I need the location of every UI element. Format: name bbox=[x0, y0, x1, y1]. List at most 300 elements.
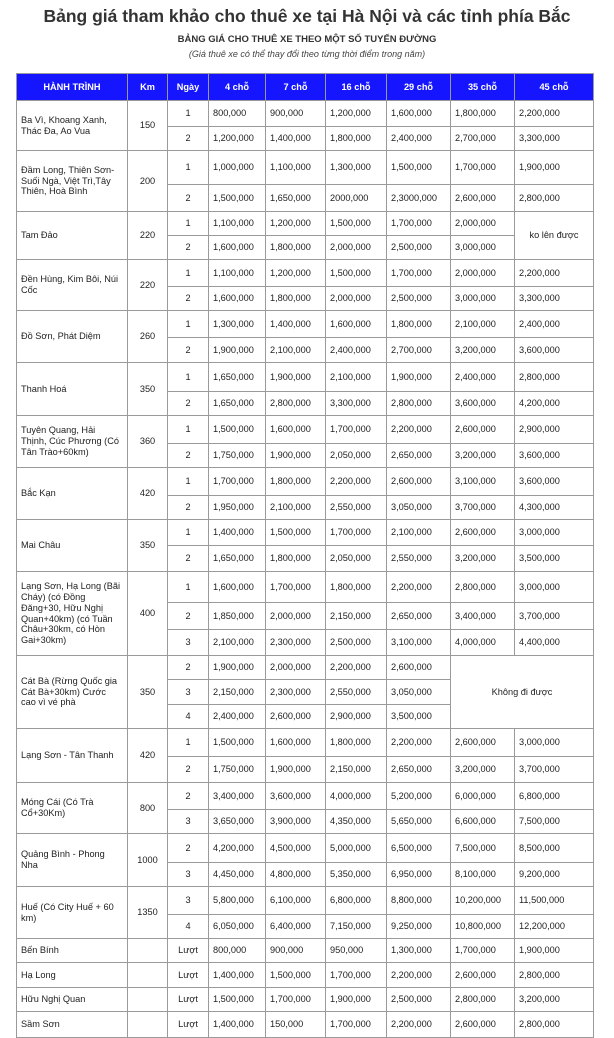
table-row bbox=[17, 311, 594, 338]
price-cell: 2,600,000 bbox=[387, 468, 451, 496]
price-cell: 2,400,000 bbox=[451, 363, 515, 392]
price-cell: 1,900,000 bbox=[387, 363, 451, 392]
day-cell: 1 bbox=[168, 260, 209, 287]
table-row bbox=[17, 1012, 594, 1038]
price-cell: 1,500,000 bbox=[266, 963, 326, 988]
price-cell: 2,600,000 bbox=[387, 656, 451, 680]
price-cell: 2,800,000 bbox=[387, 392, 451, 416]
unavailable-note: Không đi được bbox=[451, 656, 594, 729]
price-cell: 1,300,000 bbox=[326, 151, 387, 185]
price-cell: 3,000,000 bbox=[515, 520, 594, 546]
route-name: Huế (Có City Huế + 60 km) bbox=[17, 887, 128, 939]
price-cell: 2,700,000 bbox=[387, 338, 451, 363]
column-header: 7 chỗ bbox=[266, 74, 326, 101]
column-header: 4 chỗ bbox=[209, 74, 266, 101]
route-km: 420 bbox=[128, 468, 168, 520]
price-cell: 1,500,000 bbox=[209, 185, 266, 212]
route-km: 220 bbox=[128, 212, 168, 260]
price-cell: 2,400,000 bbox=[326, 338, 387, 363]
price-cell: 2,200,000 bbox=[387, 416, 451, 444]
route-km: 220 bbox=[128, 260, 168, 311]
route-km: 360 bbox=[128, 416, 168, 468]
price-cell: 9,250,000 bbox=[387, 915, 451, 939]
price-cell: 6,600,000 bbox=[451, 810, 515, 834]
price-cell: 3,100,000 bbox=[387, 630, 451, 656]
price-cell: 2,200,000 bbox=[387, 963, 451, 988]
price-cell: 2,400,000 bbox=[209, 705, 266, 729]
price-cell: 2,200,000 bbox=[326, 468, 387, 496]
price-cell: 2,100,000 bbox=[387, 520, 451, 546]
price-cell: 1,700,000 bbox=[326, 963, 387, 988]
price-cell: 6,400,000 bbox=[266, 915, 326, 939]
table-row bbox=[17, 834, 594, 863]
price-cell: 1,100,000 bbox=[209, 260, 266, 287]
day-cell: 3 bbox=[168, 887, 209, 915]
table-header bbox=[17, 74, 594, 101]
price-cell: 2,500,000 bbox=[387, 988, 451, 1012]
price-cell: 3,000,000 bbox=[451, 287, 515, 311]
price-cell: 7,150,000 bbox=[326, 915, 387, 939]
price-cell: 1,100,000 bbox=[209, 212, 266, 236]
price-cell: 1,500,000 bbox=[209, 416, 266, 444]
price-cell: 1,900,000 bbox=[266, 757, 326, 783]
price-cell: 2,650,000 bbox=[387, 757, 451, 783]
route-km bbox=[128, 939, 168, 963]
price-cell: 1,800,000 bbox=[451, 101, 515, 127]
price-cell: 2,300,000 bbox=[266, 680, 326, 705]
price-cell: 2,000,000 bbox=[266, 603, 326, 630]
price-cell: 1,700,000 bbox=[326, 416, 387, 444]
price-cell: 1,850,000 bbox=[209, 603, 266, 630]
column-header: 16 chỗ bbox=[326, 74, 387, 101]
price-cell: 1,700,000 bbox=[326, 520, 387, 546]
price-cell: 2,100,000 bbox=[326, 363, 387, 392]
route-km: 400 bbox=[128, 572, 168, 656]
price-cell: 1,750,000 bbox=[209, 757, 266, 783]
price-cell: 10,800,000 bbox=[451, 915, 515, 939]
price-cell: 800,000 bbox=[209, 939, 266, 963]
day-cell: 2 bbox=[168, 656, 209, 680]
route-name: Mai Châu bbox=[17, 520, 128, 572]
day-cell: 2 bbox=[168, 236, 209, 260]
price-cell: 1,750,000 bbox=[209, 444, 266, 468]
price-cell: 2,800,000 bbox=[451, 988, 515, 1012]
price-cell: 1,200,000 bbox=[209, 127, 266, 151]
price-cell: 8,500,000 bbox=[515, 834, 594, 863]
table-row bbox=[17, 151, 594, 185]
table-row bbox=[17, 963, 594, 988]
price-cell: 3,600,000 bbox=[515, 444, 594, 468]
price-cell: 950,000 bbox=[326, 939, 387, 963]
price-cell: 4,450,000 bbox=[209, 863, 266, 887]
price-cell: 1,600,000 bbox=[387, 101, 451, 127]
day-cell: 1 bbox=[168, 311, 209, 338]
price-table bbox=[16, 73, 594, 1038]
column-header: 35 chỗ bbox=[451, 74, 515, 101]
price-cell: 2,000,000 bbox=[326, 236, 387, 260]
route-km: 420 bbox=[128, 729, 168, 783]
route-km: 800 bbox=[128, 783, 168, 834]
day-cell: 3 bbox=[168, 863, 209, 887]
day-cell: 2 bbox=[168, 392, 209, 416]
price-cell: 2,800,000 bbox=[515, 1012, 594, 1038]
day-cell: Lượt bbox=[168, 939, 209, 963]
table-row bbox=[17, 887, 594, 915]
price-cell: 3,200,000 bbox=[451, 338, 515, 363]
price-cell: 3,500,000 bbox=[515, 546, 594, 572]
price-cell: 1,900,000 bbox=[515, 151, 594, 185]
column-header: 45 chỗ bbox=[515, 74, 594, 101]
price-cell: 2,550,000 bbox=[326, 496, 387, 520]
price-cell: 1,600,000 bbox=[209, 236, 266, 260]
day-cell: Lượt bbox=[168, 963, 209, 988]
route-name: Cát Bà (Rừng Quốc gia Cát Bà+30km) Cước cao vì vé phà bbox=[17, 656, 128, 729]
price-cell: 7,500,000 bbox=[451, 834, 515, 863]
price-cell: 1,600,000 bbox=[209, 287, 266, 311]
price-cell: 1,500,000 bbox=[387, 151, 451, 185]
column-header: 29 chỗ bbox=[387, 74, 451, 101]
price-cell: 1,650,000 bbox=[209, 546, 266, 572]
price-cell: 3,600,000 bbox=[451, 392, 515, 416]
column-header: HÀNH TRÌNH bbox=[17, 74, 128, 101]
table-row bbox=[17, 468, 594, 496]
price-cell: 1,400,000 bbox=[266, 311, 326, 338]
price-cell: 1,800,000 bbox=[266, 546, 326, 572]
price-cell: 3,600,000 bbox=[266, 783, 326, 810]
price-cell: 1,700,000 bbox=[209, 468, 266, 496]
day-cell: 2 bbox=[168, 338, 209, 363]
price-cell: 3,700,000 bbox=[451, 496, 515, 520]
price-cell: 6,100,000 bbox=[266, 887, 326, 915]
price-cell: 5,350,000 bbox=[326, 863, 387, 887]
price-cell: 2,100,000 bbox=[451, 311, 515, 338]
route-name: Bến Bính bbox=[17, 939, 128, 963]
price-cell: 2,100,000 bbox=[266, 338, 326, 363]
price-cell: 1,700,000 bbox=[451, 151, 515, 185]
day-cell: Lượt bbox=[168, 988, 209, 1012]
day-cell: 1 bbox=[168, 101, 209, 127]
day-cell: Lượt bbox=[168, 1012, 209, 1038]
price-cell: 1,600,000 bbox=[266, 729, 326, 757]
price-cell: 7,500,000 bbox=[515, 810, 594, 834]
route-name: Sầm Sơn bbox=[17, 1012, 128, 1038]
table-row bbox=[17, 101, 594, 127]
price-cell: 2,550,000 bbox=[326, 680, 387, 705]
route-km bbox=[128, 963, 168, 988]
route-name: Đầm Long, Thiên Sơn-Suối Ngà, Việt Trì,Tây Thiên, Hoà Bình bbox=[17, 151, 128, 212]
table-body bbox=[17, 101, 594, 1038]
price-cell: 1,900,000 bbox=[515, 939, 594, 963]
table-row bbox=[17, 363, 594, 392]
day-cell: 1 bbox=[168, 151, 209, 185]
price-cell: 1,700,000 bbox=[326, 1012, 387, 1038]
price-cell: 5,000,000 bbox=[326, 834, 387, 863]
price-cell: 1,650,000 bbox=[266, 185, 326, 212]
price-cell: 1,800,000 bbox=[326, 572, 387, 603]
route-name: Thanh Hoá bbox=[17, 363, 128, 416]
price-cell: 2,550,000 bbox=[387, 546, 451, 572]
price-cell: 1,300,000 bbox=[387, 939, 451, 963]
table-row bbox=[17, 783, 594, 810]
day-cell: 2 bbox=[168, 185, 209, 212]
price-cell: 2,000,000 bbox=[451, 260, 515, 287]
price-cell: 8,100,000 bbox=[451, 863, 515, 887]
price-cell: 1,500,000 bbox=[326, 212, 387, 236]
price-cell: 1,900,000 bbox=[209, 338, 266, 363]
price-cell: 4,300,000 bbox=[515, 496, 594, 520]
price-cell: 2000,000 bbox=[326, 185, 387, 212]
price-cell: 2,800,000 bbox=[451, 572, 515, 603]
price-cell: 1,800,000 bbox=[326, 729, 387, 757]
price-cell: 4,500,000 bbox=[266, 834, 326, 863]
price-cell: 1,400,000 bbox=[209, 963, 266, 988]
price-cell: 800,000 bbox=[209, 101, 266, 127]
price-cell: 2,600,000 bbox=[451, 185, 515, 212]
price-cell: 3,050,000 bbox=[387, 496, 451, 520]
route-name: Ba Vì, Khoang Xanh, Thác Đa, Ao Vua bbox=[17, 101, 128, 151]
table-subtitle: BẢNG GIÁ CHO THUÊ XE THEO MỘT SỐ TUYẾN ĐƯỜNG bbox=[177, 34, 437, 45]
price-cell: 2,150,000 bbox=[326, 757, 387, 783]
day-cell: 2 bbox=[168, 834, 209, 863]
price-cell: 2,200,000 bbox=[515, 101, 594, 127]
price-cell: 1,650,000 bbox=[209, 363, 266, 392]
route-km: 1350 bbox=[128, 887, 168, 939]
day-cell: 1 bbox=[168, 416, 209, 444]
price-cell: 6,050,000 bbox=[209, 915, 266, 939]
price-cell: 1,500,000 bbox=[326, 260, 387, 287]
price-cell: 2,600,000 bbox=[451, 416, 515, 444]
price-cell: 2,050,000 bbox=[326, 444, 387, 468]
price-cell: 8,800,000 bbox=[387, 887, 451, 915]
day-cell: 3 bbox=[168, 810, 209, 834]
price-cell: 1,950,000 bbox=[209, 496, 266, 520]
price-cell: 10,200,000 bbox=[451, 887, 515, 915]
price-cell: 3,200,000 bbox=[515, 988, 594, 1012]
price-cell: 1,400,000 bbox=[266, 127, 326, 151]
price-cell: 2,150,000 bbox=[209, 680, 266, 705]
day-cell: 2 bbox=[168, 783, 209, 810]
table-row bbox=[17, 260, 594, 287]
price-cell: 2,500,000 bbox=[387, 236, 451, 260]
route-name: Bắc Kạn bbox=[17, 468, 128, 520]
price-cell: 2,3000,000 bbox=[387, 185, 451, 212]
price-cell: 1,900,000 bbox=[326, 988, 387, 1012]
table-row bbox=[17, 572, 594, 603]
header-row bbox=[17, 74, 594, 101]
price-cell: 2,000,000 bbox=[326, 287, 387, 311]
price-cell: 6,500,000 bbox=[387, 834, 451, 863]
price-cell: 4,200,000 bbox=[209, 834, 266, 863]
route-name: Móng Cái (Có Trà Cổ+30Km) bbox=[17, 783, 128, 834]
price-cell: 900,000 bbox=[266, 101, 326, 127]
table-row bbox=[17, 416, 594, 444]
route-km: 350 bbox=[128, 520, 168, 572]
price-cell: 2,500,000 bbox=[326, 630, 387, 656]
price-cell: 1,700,000 bbox=[387, 212, 451, 236]
price-cell: 1,600,000 bbox=[209, 572, 266, 603]
price-cell: 4,200,000 bbox=[515, 392, 594, 416]
price-cell: 1,700,000 bbox=[387, 260, 451, 287]
price-cell: 1,600,000 bbox=[326, 311, 387, 338]
price-cell: 2,100,000 bbox=[266, 496, 326, 520]
price-cell: 6,800,000 bbox=[326, 887, 387, 915]
day-cell: 4 bbox=[168, 705, 209, 729]
day-cell: 3 bbox=[168, 680, 209, 705]
price-cell: 3,000,000 bbox=[451, 236, 515, 260]
price-cell: 1,650,000 bbox=[209, 392, 266, 416]
price-cell: 5,200,000 bbox=[387, 783, 451, 810]
price-cell: 3,400,000 bbox=[451, 603, 515, 630]
price-cell: 3,100,000 bbox=[451, 468, 515, 496]
price-cell: 3,650,000 bbox=[209, 810, 266, 834]
price-note: (Giá thuê xe có thể thay đổi theo từng thời điểm trong năm) bbox=[188, 49, 426, 59]
route-km bbox=[128, 988, 168, 1012]
price-cell: 2,200,000 bbox=[387, 1012, 451, 1038]
price-cell: 2,600,000 bbox=[451, 729, 515, 757]
table-row bbox=[17, 212, 594, 236]
day-cell: 2 bbox=[168, 444, 209, 468]
price-cell: 3,000,000 bbox=[515, 729, 594, 757]
unavailable-note: ko lên được bbox=[515, 212, 594, 260]
route-km: 150 bbox=[128, 101, 168, 151]
column-header: Km bbox=[128, 74, 168, 101]
price-cell: 2,800,000 bbox=[266, 392, 326, 416]
day-cell: 2 bbox=[168, 127, 209, 151]
price-cell: 2,600,000 bbox=[451, 1012, 515, 1038]
day-cell: 1 bbox=[168, 729, 209, 757]
route-km: 350 bbox=[128, 363, 168, 416]
price-cell: 5,650,000 bbox=[387, 810, 451, 834]
price-cell: 2,400,000 bbox=[387, 127, 451, 151]
price-cell: 2,800,000 bbox=[515, 185, 594, 212]
price-cell: 150,000 bbox=[266, 1012, 326, 1038]
price-cell: 2,200,000 bbox=[387, 729, 451, 757]
price-cell: 3,300,000 bbox=[515, 287, 594, 311]
price-cell: 1,900,000 bbox=[209, 656, 266, 680]
price-cell: 4,800,000 bbox=[266, 863, 326, 887]
price-cell: 3,050,000 bbox=[387, 680, 451, 705]
price-cell: 1,200,000 bbox=[266, 212, 326, 236]
price-cell: 1,800,000 bbox=[266, 287, 326, 311]
price-cell: 2,600,000 bbox=[266, 705, 326, 729]
price-cell: 3,600,000 bbox=[515, 468, 594, 496]
day-cell: 1 bbox=[168, 363, 209, 392]
price-cell: 1,700,000 bbox=[266, 572, 326, 603]
column-header: Ngày bbox=[168, 74, 209, 101]
price-cell: 3,200,000 bbox=[451, 444, 515, 468]
route-km: 350 bbox=[128, 656, 168, 729]
table-row bbox=[17, 656, 594, 680]
price-cell: 2,700,000 bbox=[451, 127, 515, 151]
price-cell: 1,900,000 bbox=[266, 363, 326, 392]
price-cell: 2,600,000 bbox=[451, 963, 515, 988]
day-cell: 1 bbox=[168, 468, 209, 496]
price-cell: 1,200,000 bbox=[326, 101, 387, 127]
price-cell: 1,800,000 bbox=[266, 468, 326, 496]
price-cell: 1,800,000 bbox=[326, 127, 387, 151]
day-cell: 4 bbox=[168, 915, 209, 939]
price-cell: 3,400,000 bbox=[209, 783, 266, 810]
price-cell: 1,000,000 bbox=[209, 151, 266, 185]
price-cell: 4,000,000 bbox=[451, 630, 515, 656]
price-cell: 3,200,000 bbox=[451, 546, 515, 572]
price-cell: 1,500,000 bbox=[209, 729, 266, 757]
price-cell: 4,350,000 bbox=[326, 810, 387, 834]
price-cell: 4,000,000 bbox=[326, 783, 387, 810]
price-cell: 1,800,000 bbox=[266, 236, 326, 260]
price-cell: 1,500,000 bbox=[209, 988, 266, 1012]
table-row bbox=[17, 729, 594, 757]
price-cell: 2,300,000 bbox=[266, 630, 326, 656]
table-row bbox=[17, 520, 594, 546]
price-cell: 1,900,000 bbox=[266, 444, 326, 468]
price-cell: 1,800,000 bbox=[387, 311, 451, 338]
price-cell: 1,700,000 bbox=[451, 939, 515, 963]
price-cell: 6,950,000 bbox=[387, 863, 451, 887]
price-cell: 3,600,000 bbox=[515, 338, 594, 363]
price-cell: 2,150,000 bbox=[326, 603, 387, 630]
route-name: Tuyên Quang, Hải Thịnh, Cúc Phương (Có Tân Trào+60km) bbox=[17, 416, 128, 468]
price-cell: 1,300,000 bbox=[209, 311, 266, 338]
price-cell: 1,400,000 bbox=[209, 520, 266, 546]
price-cell: 5,800,000 bbox=[209, 887, 266, 915]
route-name: Lạng Sơn, Hạ Long (Bãi Cháy) (có Đồng Đăng+30, Hữu Nghị Quan+40km) (có Tuần Châu+30km, có Hòn Gai+30km) bbox=[17, 572, 128, 656]
price-cell: 1,500,000 bbox=[266, 520, 326, 546]
price-cell: 3,200,000 bbox=[451, 757, 515, 783]
day-cell: 2 bbox=[168, 496, 209, 520]
price-cell: 6,000,000 bbox=[451, 783, 515, 810]
price-cell: 900,000 bbox=[266, 939, 326, 963]
price-cell: 3,300,000 bbox=[326, 392, 387, 416]
price-cell: 2,500,000 bbox=[387, 287, 451, 311]
price-cell: 2,100,000 bbox=[209, 630, 266, 656]
price-cell: 2,600,000 bbox=[451, 520, 515, 546]
day-cell: 1 bbox=[168, 212, 209, 236]
price-cell: 2,900,000 bbox=[515, 416, 594, 444]
price-cell: 3,500,000 bbox=[387, 705, 451, 729]
price-cell: 2,800,000 bbox=[515, 963, 594, 988]
price-cell: 2,000,000 bbox=[266, 656, 326, 680]
route-name: Hạ Long bbox=[17, 963, 128, 988]
table-row bbox=[17, 939, 594, 963]
price-cell: 3,700,000 bbox=[515, 757, 594, 783]
page-title: Bảng giá tham khảo cho thuê xe tại Hà Nội và các tỉnh phía Bắc bbox=[43, 6, 571, 26]
price-cell: 2,050,000 bbox=[326, 546, 387, 572]
price-cell: 1,200,000 bbox=[266, 260, 326, 287]
price-cell: 2,200,000 bbox=[387, 572, 451, 603]
price-cell: 4,400,000 bbox=[515, 630, 594, 656]
route-name: Đền Hùng, Kim Bôi, Núi Cốc bbox=[17, 260, 128, 311]
price-cell: 2,650,000 bbox=[387, 444, 451, 468]
price-cell: 3,300,000 bbox=[515, 127, 594, 151]
route-km: 1000 bbox=[128, 834, 168, 887]
price-cell: 2,000,000 bbox=[451, 212, 515, 236]
day-cell: 2 bbox=[168, 287, 209, 311]
price-cell: 6,800,000 bbox=[515, 783, 594, 810]
day-cell: 2 bbox=[168, 757, 209, 783]
day-cell: 2 bbox=[168, 603, 209, 630]
price-cell: 3,700,000 bbox=[515, 603, 594, 630]
price-cell: 2,900,000 bbox=[326, 705, 387, 729]
table-row bbox=[17, 988, 594, 1012]
price-cell: 3,900,000 bbox=[266, 810, 326, 834]
route-name: Tam Đảo bbox=[17, 212, 128, 260]
route-name: Đồ Sơn, Phát Diệm bbox=[17, 311, 128, 363]
day-cell: 3 bbox=[168, 630, 209, 656]
price-cell: 2,400,000 bbox=[515, 311, 594, 338]
price-cell: 2,200,000 bbox=[515, 260, 594, 287]
price-cell: 1,100,000 bbox=[266, 151, 326, 185]
